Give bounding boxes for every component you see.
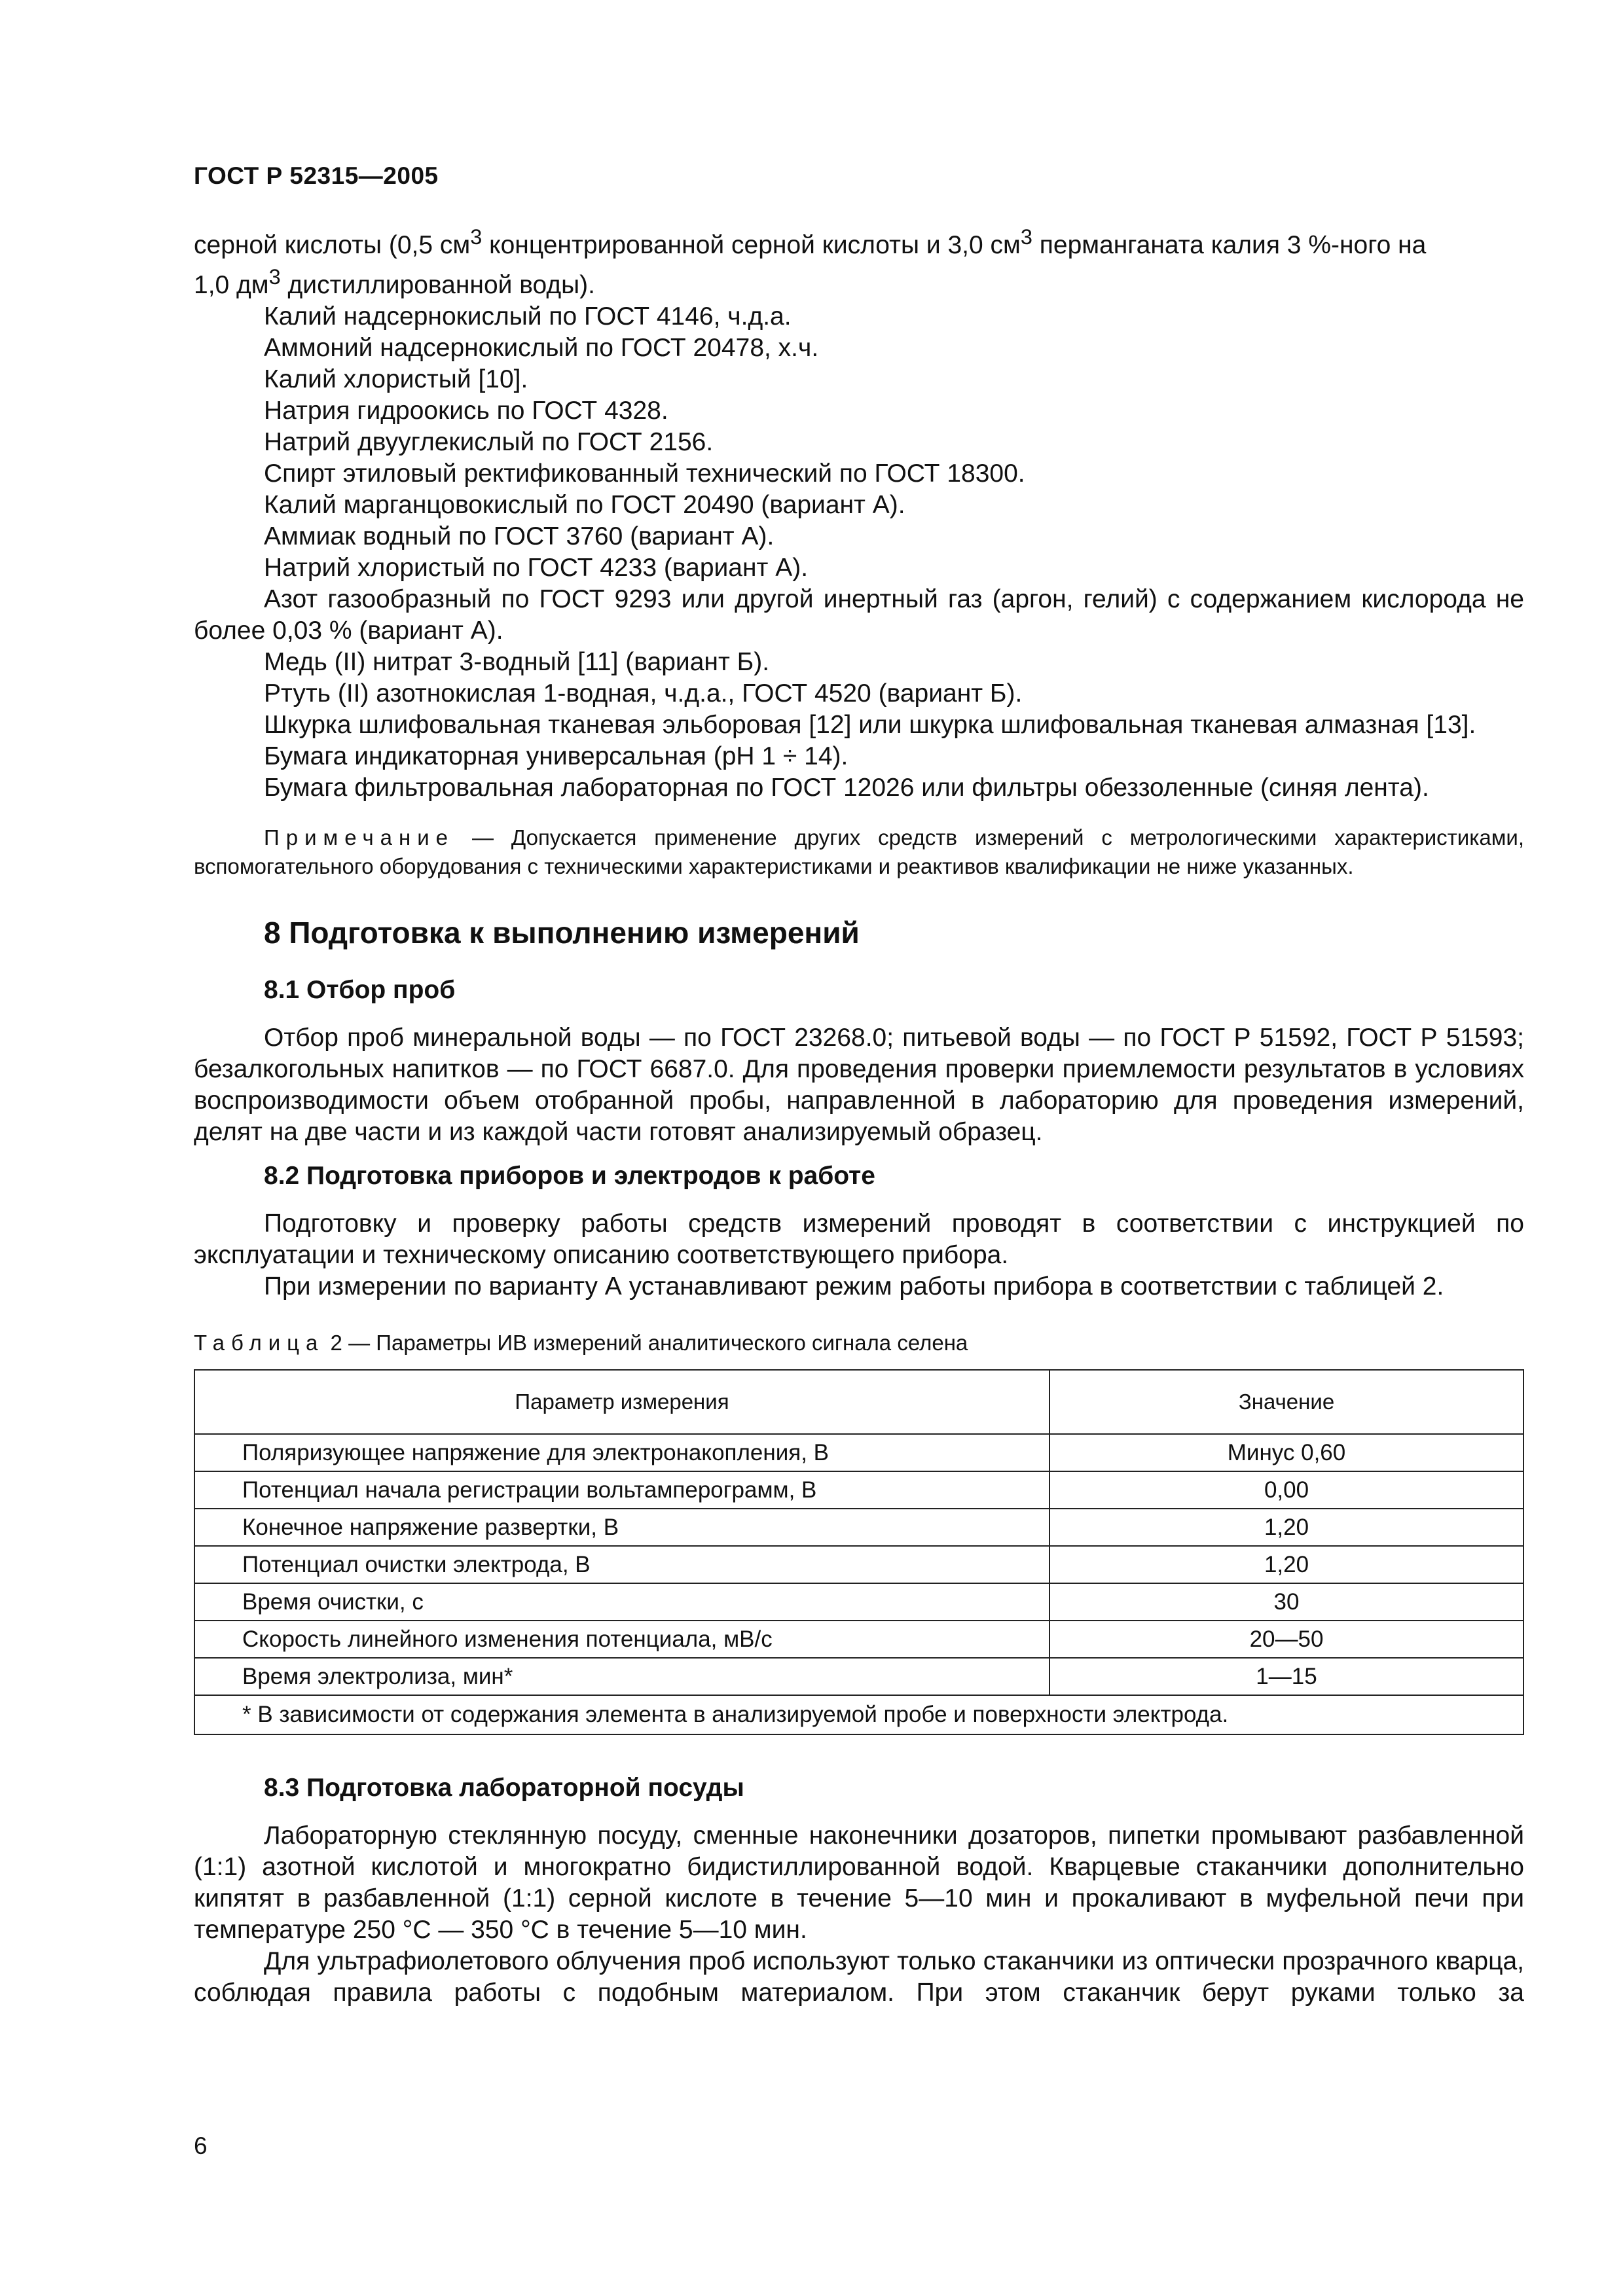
table-header-row bbox=[194, 1370, 1523, 1434]
parameter-cell: Конечное напряжение развертки, В bbox=[194, 1509, 1049, 1546]
table-row bbox=[194, 1509, 1523, 1546]
table-footnote: * В зависимости от содержания элемента в анализируемой пробе и поверхности электрода. bbox=[194, 1695, 1523, 1734]
reagent-item: Шкурка шлифовальная тканевая эльборовая [12] или шкурка шлифовальная тканевая алмазная [13]. bbox=[264, 711, 1476, 739]
table-2-caption bbox=[194, 1329, 1524, 1357]
table-row bbox=[194, 1471, 1523, 1509]
reagent-item: Бумага индикаторная универсальная (рН 1 ÷ 14). bbox=[264, 742, 848, 770]
table-row bbox=[194, 1583, 1523, 1621]
table-row bbox=[194, 1621, 1523, 1658]
reagent-item: Калий хлористый [10]. bbox=[264, 365, 528, 393]
table-caption-text: 2 — Параметры ИВ измерений аналитического сигнала селена bbox=[324, 1331, 968, 1355]
reagent-item: Натрий двууглекислый по ГОСТ 2156. bbox=[264, 428, 714, 456]
value-cell: Минус 0,60 bbox=[1049, 1434, 1523, 1471]
section-8-3-heading: 8.3 Подготовка лабораторной посуды bbox=[264, 1774, 744, 1802]
section-8-heading: 8 Подготовка к выполнению измерений bbox=[264, 916, 860, 950]
section-8-1-text: Отбор проб минеральной воды — по ГОСТ 23268.0; питьевой воды — по ГОСТ Р 51592, ГОСТ Р 51593; безалкогольных напитков — по ГОСТ 6687.0. Для проведения проверки приемлемости результатов в условиях воспроизводимости объем отобранной пробы, направленной в лабораторию для проведения измерений, делят на две части и из каждой части готовят анализируемый образец. bbox=[194, 1024, 1524, 1146]
table-footnote-row bbox=[194, 1695, 1523, 1734]
reagent-item: Аммиак водный по ГОСТ 3760 (вариант А). bbox=[264, 522, 775, 550]
page-content bbox=[194, 221, 1524, 2009]
reagent-item: Калий марганцовокислый по ГОСТ 20490 (вариант А). bbox=[264, 491, 905, 519]
section-8-1-heading: 8.1 Отбор проб bbox=[264, 976, 456, 1004]
table-row bbox=[194, 1546, 1523, 1583]
note-paragraph bbox=[194, 823, 1524, 881]
table-row bbox=[194, 1434, 1523, 1471]
value-cell: 30 bbox=[1049, 1583, 1523, 1621]
reagent-item: Калий надсернокислый по ГОСТ 4146, ч.д.а. bbox=[264, 302, 792, 331]
parameter-cell: Время электролиза, мин* bbox=[194, 1658, 1049, 1695]
section-8-3-text-1: Лабораторную стеклянную посуду, сменные наконечники дозаторов, пипетки промывают разбавленной (1:1) азотной кислотой и многократно бидистиллированной водой. Кварцевые стаканчики дополнительно кипятят в разбавленной (1:1) серной кислоте в течение 5—10 мин и прокаливают в муфельной печи при температуре 250 °С — 350 °С в течение 5—10 мин. bbox=[194, 1821, 1524, 1944]
column-header-value: Значение bbox=[1049, 1370, 1523, 1434]
parameter-cell: Время очистки, с bbox=[194, 1583, 1049, 1621]
table-row bbox=[194, 1658, 1523, 1695]
value-cell: 1,20 bbox=[1049, 1509, 1523, 1546]
section-8-3-text-2: Для ультрафиолетового облучения проб используют только стаканчики из оптически прозрачного кварца, соблюдая правила работы с подобным материалом. При этом стаканчик берут руками только за bbox=[194, 1947, 1524, 2007]
table-2 bbox=[194, 1369, 1524, 1735]
reagent-item: Спирт этиловый ректификованный технический по ГОСТ 18300. bbox=[264, 459, 1025, 488]
value-cell: 0,00 bbox=[1049, 1471, 1523, 1509]
note-label: Примечание bbox=[264, 825, 455, 850]
page-number: 6 bbox=[194, 2132, 208, 2159]
reagent-continuation-line-1: серной кислоты (0,5 $см^3$ концентрированной серной кислоты и 3,0 $см^3$ перманганата калия 3 %-ного на bbox=[194, 225, 1427, 259]
value-cell: 1,20 bbox=[1049, 1546, 1523, 1583]
value-cell: 1—15 bbox=[1049, 1658, 1523, 1695]
value-cell: 20—50 bbox=[1049, 1621, 1523, 1658]
parameter-cell: Потенциал начала регистрации вольтамперограмм, В bbox=[194, 1471, 1049, 1509]
parameter-cell: Скорость линейного изменения потенциала, мВ/с bbox=[194, 1621, 1049, 1658]
reagent-item: Азот газообразный по ГОСТ 9293 или другой инертный газ (аргон, гелий) с содержанием кислорода не более 0,03 % (вариант А). bbox=[194, 585, 1524, 645]
reagent-item: Медь (II) нитрат 3-водный [11] (вариант Б). bbox=[264, 648, 770, 676]
table-caption-label: Таблица bbox=[194, 1331, 325, 1355]
reagent-item: Аммоний надсернокислый по ГОСТ 20478, х.ч. bbox=[264, 334, 819, 362]
column-header-parameter: Параметр измерения bbox=[194, 1370, 1049, 1434]
section-8-2-heading: 8.2 Подготовка приборов и электродов к работе bbox=[264, 1162, 875, 1190]
reagent-continuation-line-2: 1,0 $дм^3$ дистиллированной воды). bbox=[194, 265, 595, 299]
section-8-2-text-2: При измерении по варианту А устанавливают режим работы прибора в соответствии с таблицей 2. bbox=[264, 1272, 1444, 1300]
section-8-2-text-1: Подготовку и проверку работы средств измерений проводят в соответствии с инструкцией по эксплуатации и техническому описанию соответствующего прибора. bbox=[194, 1210, 1524, 1269]
reagent-item: Бумага фильтровальная лабораторная по ГОСТ 12026 или фильтры обеззоленные (синяя лента). bbox=[264, 774, 1429, 802]
parameter-cell: Поляризующее напряжение для электронакопления, В bbox=[194, 1434, 1049, 1471]
note-text: — Допускается применение других средств измерений с метрологическими характеристиками, вспомогательного оборудования с техническими характеристиками и реактивов квалификации не ниже указанных. bbox=[194, 825, 1524, 878]
reagent-item: Натрий хлористый по ГОСТ 4233 (вариант А). bbox=[264, 554, 809, 582]
parameter-cell: Потенциал очистки электрода, В bbox=[194, 1546, 1049, 1583]
reagent-item: Натрия гидроокись по ГОСТ 4328. bbox=[264, 397, 668, 425]
reagent-item: Ртуть (II) азотнокислая 1-водная, ч.д.а., ГОСТ 4520 (вариант Б). bbox=[264, 679, 1023, 708]
document-code-header: ГОСТ Р 52315—2005 bbox=[194, 162, 439, 189]
